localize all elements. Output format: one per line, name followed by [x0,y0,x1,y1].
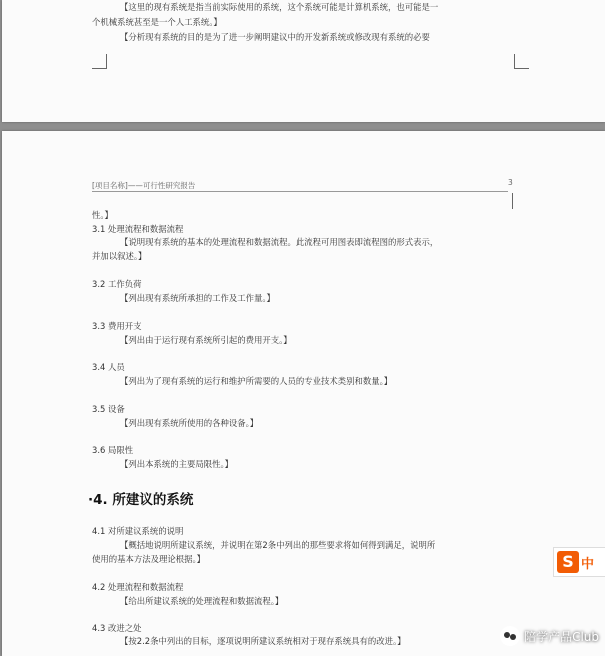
body-text-line: 性。】 [92,210,113,220]
crop-mark [512,193,527,209]
sogou-logo-icon[interactable]: S [557,551,579,573]
body-text-line: 【列出为了现有系统的运行和维护所需要的人员的专业技术类别和数量。】 [120,376,393,386]
body-text-line: 【说明现有系统的基本的处理流程和数据流程。此流程可用图表即流程图的形式表示， [120,237,439,247]
document-page-1 [2,0,605,122]
body-text-line: 【列出由于运行现有系统所引起的费用开支。】 [120,335,292,345]
section-heading: 4.2 处理流程和数据流程 [92,582,184,592]
body-text-line: 使用的基本方法及理论根据。】 [92,554,206,564]
ime-language-label[interactable]: 中 [581,556,595,572]
body-text-line: 个机械系统甚至是一个人工系统。】 [92,17,222,27]
body-text-line: 【分析现有系统的目的是为了进一步阐明建议中的开发新系统或修改现有系统的必要 [120,32,430,42]
ime-toolbar[interactable] [553,547,605,577]
document-page-2 [2,131,605,656]
body-text-line: 并加以叙述。】 [92,251,147,261]
body-text-line: 【列出本系统的主要局限性。】 [120,459,234,469]
body-text-line: 【列出现有系统所使用的各种设备。】 [120,418,259,428]
header-rule [92,191,508,192]
watermark [500,626,599,646]
section-heading: 3.1 处理流程和数据流程 [92,224,184,234]
section-heading: 4.1 对所建议系统的说明 [92,526,184,536]
section-heading: 3.2 工作负荷 [92,279,142,289]
watermark-text: 陪学产品Club [524,629,599,644]
chapter-heading: ·4. 所建议的系统 [88,492,194,508]
section-heading: 4.3 改进之处 [92,623,142,633]
crop-mark [92,54,107,69]
body-text-line: 【概括地说明所建议系统，并说明在第2条中列出的那些要求将如何得到满足，说明所 [120,540,436,550]
wechat-icon [500,626,520,646]
body-text-line: 【列出现有系统所承担的工作及工作量。】 [120,293,275,303]
crop-mark [514,54,529,69]
section-heading: 3.3 费用开支 [92,321,142,331]
body-text-line: 【给出所建议系统的处理流程和数据流程。】 [120,596,284,606]
section-heading: 3.4 人员 [92,362,125,372]
body-text-line: 【这里的现有系统是指当前实际使用的系统，这个系统可能是计算机系统，也可能是一 [120,2,439,12]
page-header-title: [项目名称]——可行性研究报告 [92,181,196,190]
page-number: 3 [508,178,513,187]
section-heading: 3.5 设备 [92,404,125,414]
section-heading: 3.6 局限性 [92,445,134,455]
body-text-line: 【按2.2条中列出的目标，逐项说明所建议系统相对于现存系统具有的改进。】 [120,636,406,646]
